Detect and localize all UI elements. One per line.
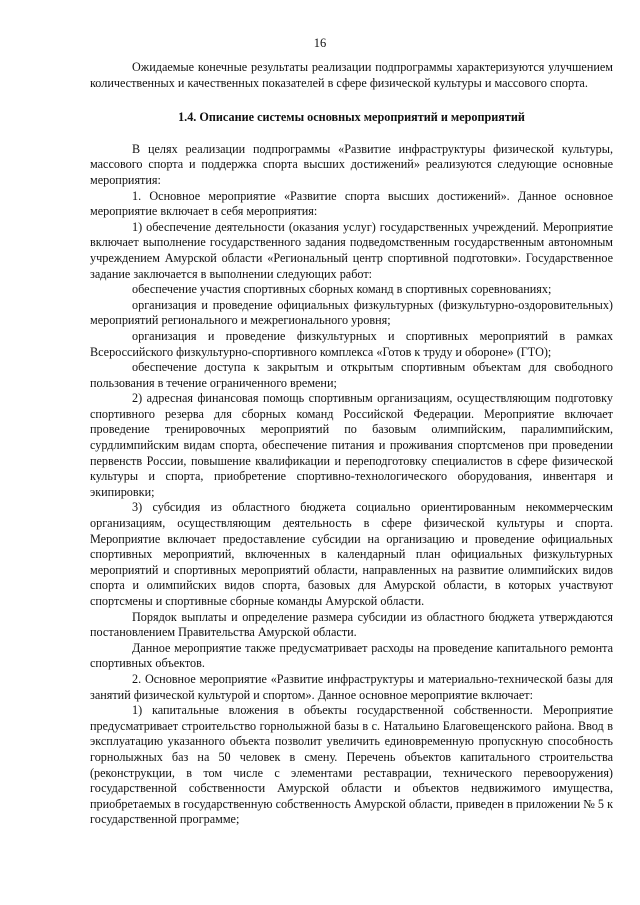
paragraph-main-activity-1: 1. Основное мероприятие «Развитие спорта высших достижений». Данное основное мероприятие включает в себя мероприятия: — [90, 188, 613, 219]
paragraph-item-3: 3) субсидия из областного бюджета социально ориентированным некоммерческим организациям, осуществляющим деятельность в сфере физической культуры и спорта. Мероприятие включает предоставление субсидии на организацию и проведение официальных спортивных мероприятий, включенных в календарный план официальных физкультурных мероприятий и спортивных мероприятий области, направленных на развитие олимпийских видов спорта и олимпийских видов спорта, базовых для Амурской области, в которых участвуют спортсмены и спортивные сборные команды Амурской области. — [90, 500, 613, 608]
paragraph-work-4: обеспечение доступа к закрытым и открытым спортивным объектам для свободного пользования в течение ограниченного времени; — [90, 360, 613, 390]
paragraph-work-3: организация и проведение физкультурных и спортивных мероприятий в рамках Всероссийского физкультурно-спортивного комплекса «Готов к труду и обороне» (ГТО); — [90, 328, 613, 359]
section-heading: 1.4. Описание системы основных мероприятий и мероприятий — [178, 110, 525, 125]
intro-paragraph: Ожидаемые конечные результаты реализации подпрограммы характеризуются улучшением количественных и качественных показателей в сфере физической культуры и массового спорта. — [90, 60, 613, 90]
paragraph-main-purpose: В целях реализации подпрограммы «Развитие инфраструктуры физической культуры, массового спорта и поддержка спорта высших достижений» реализуются следующие основные мероприятия: — [90, 141, 613, 187]
paragraph-repair: Данное мероприятие также предусматривает расходы на проведение капитального ремонта спортивных объектов. — [90, 640, 613, 671]
paragraph-subsidy-order: Порядок выплаты и определение размера субсидии из областного бюджета утверждаются постановлением Правительства Амурской области. — [90, 609, 613, 640]
page-number: 16 — [313, 36, 327, 50]
paragraph-main-activity-2: 2. Основное мероприятие «Развитие инфраструктуры и материально-технической базы для занятий физической культурой и спортом». Данное основное мероприятие включает: — [90, 671, 613, 702]
paragraph-item-1: 1) обеспечение деятельности (оказания услуг) государственных учреждений. Мероприятие включает выполнение государственного задания подведомственным государственным автономным учреждением Амурской области «Региональный центр спортивной подготовки». Государственное задание заключается в выполнении следующих работ: — [90, 219, 613, 281]
paragraph-work-2: организация и проведение официальных физкультурных (физкультурно-оздоровительных) мероприятий регионального и межрегионального уровня; — [90, 297, 613, 328]
paragraph-item-2: 2) адресная финансовая помощь спортивным организациям, осуществляющим подготовку спортивного резерва для сборных команд Российской Федерации. Мероприятие включает проведение тренировочных мероприятий по базовым олимпийским, паралимпийским, сурдлимпийским видам спорта, обеспечение питания и проживания спортсменов при проведении первенств России, повышение квалификации и переподготовку специалистов в сфере физической культуры и спорта, приобретение спортивно-технологического оборудования, инвентаря и экипировки; — [90, 391, 613, 499]
document-body — [90, 60, 613, 828]
paragraph-work-1: обеспечение участия спортивных сборных команд в спортивных соревнованиях; — [132, 282, 552, 297]
paragraph-capital-investments: 1) капитальные вложения в объекты государственной собственности. Мероприятие предусматривает строительство горнолыжной базы в с. Натальино Благовещенского района. Ввод в эксплуатацию указанного объекта позволит увеличить единовременную пропускную способность горнолыжных баз на 50 человек в смену. Перечень объектов капитального строительства (реконструкции, в том числе с элементами реставрации, технического перевооружения) государственной собственности Амурской области и объектов недвижимого имущества, приобретаемых в государственную собственность Амурской области, приведен в приложении № 5 к государственной программе; — [90, 703, 613, 827]
